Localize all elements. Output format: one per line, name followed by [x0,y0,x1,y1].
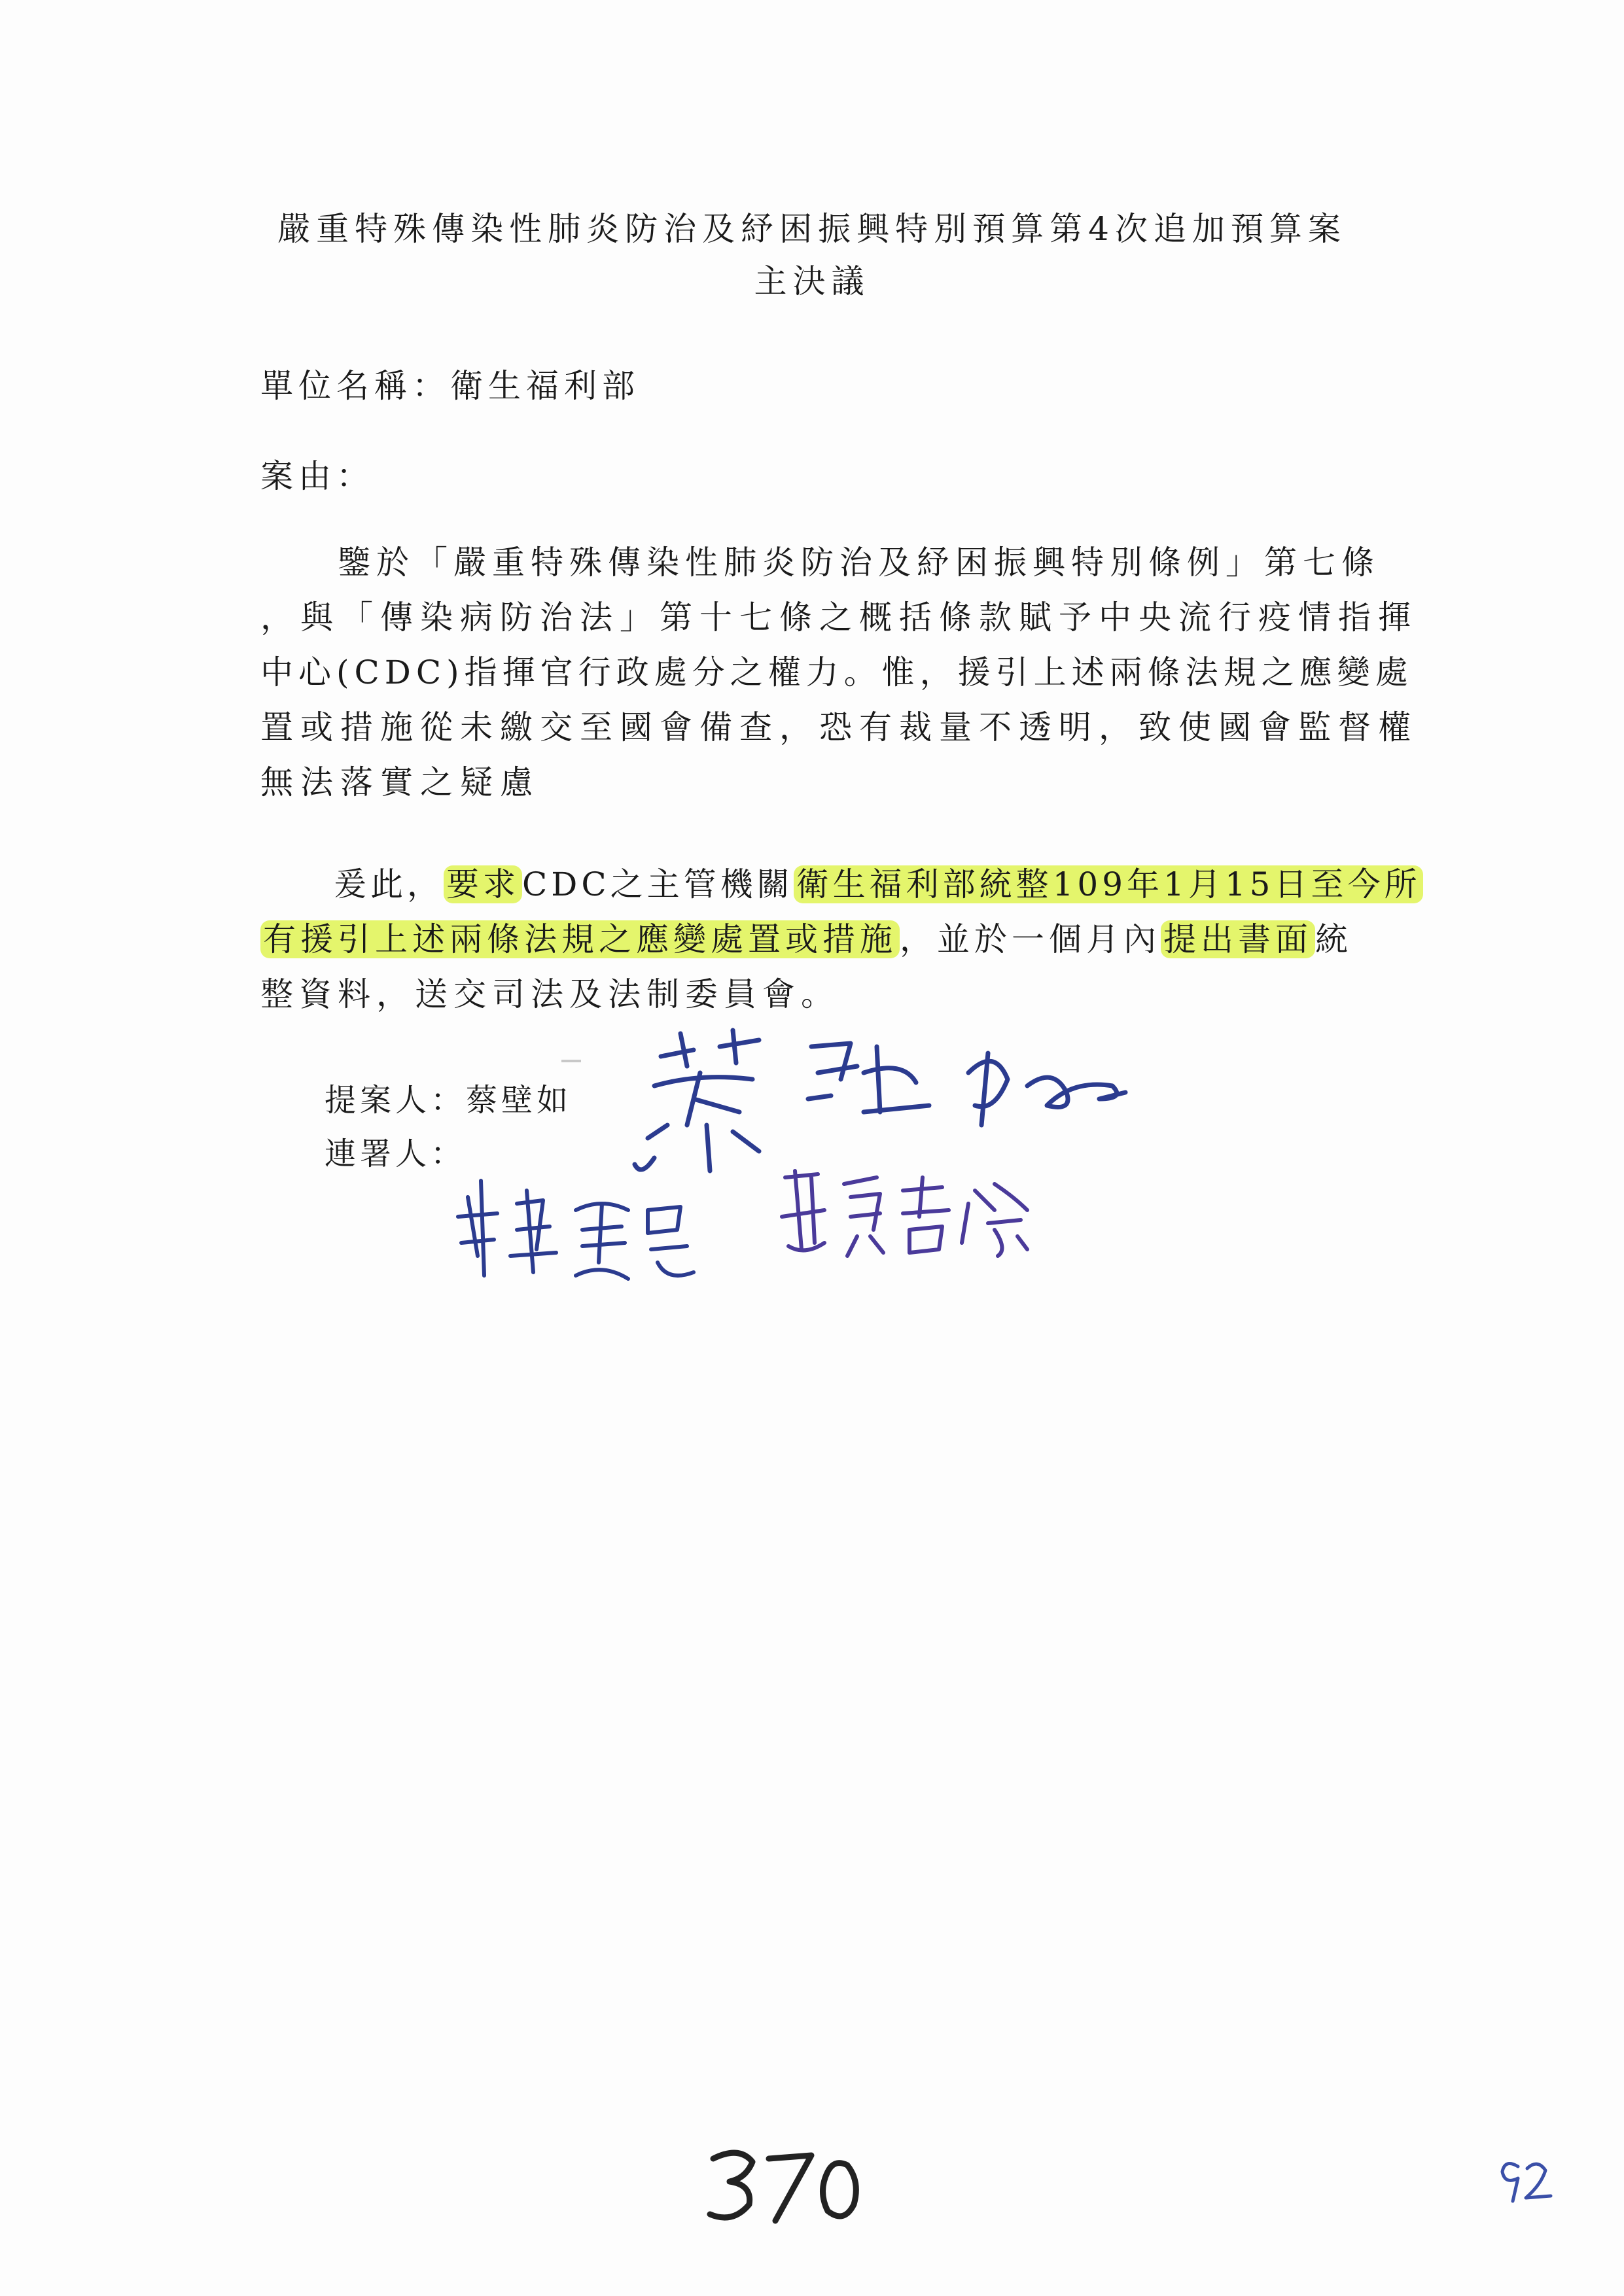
paragraph2-line2-d: 統 [1315,920,1352,958]
paragraph1-line4: 置或措施從未繳交至國會備查，恐有裁量不透明，致使國會監督權 [260,708,1418,746]
paragraph2-line2-b: ，並於一個月內 [900,920,1161,958]
highlighted-text: 有援引上述兩條法規之應變處置或措施 [260,920,900,958]
paragraph2-line2 [260,920,1352,959]
paragraph2-line1 [260,865,1423,904]
document-subtitle: 主決議 [754,262,870,300]
highlighted-text: 要求 [444,865,522,903]
highlighted-text: 衛生福利部統整109年1月15日至今所 [794,865,1424,903]
paragraph1-line5: 無法落實之疑慮 [260,763,540,801]
cosigner-label: 連署人： [325,1136,467,1172]
signature-proposer [635,1030,1125,1171]
paragraph1-line1: 鑒於「嚴重特殊傳染性肺炎防治及紓困振興特別條例」第七條 [260,544,1380,582]
paragraph1-line2: ，與「傳染病防治法」第十七條之概括條款賦予中央流行疫情指揮 [260,599,1418,636]
highlighted-text: 提出書面 [1161,920,1315,958]
unit-name-line: 單位名稱：衛生福利部 [260,367,640,405]
signature-cosigner-2 [782,1171,1027,1256]
page-number-mark [710,2153,856,2221]
paragraph2-line1-a: 爰此， [260,865,444,903]
reason-label: 案由： [260,457,374,495]
document-title: 嚴重特殊傳染性肺炎防治及紓困振興特別預算第4次追加預算案 [277,210,1347,248]
paragraph2-line1-c: CDC之主管機關 [522,865,794,903]
paragraph2-line3: 整資料，送交司法及法制委員會。 [260,975,839,1013]
scan-mark [561,1060,581,1062]
signature-cosigner-1 [458,1181,694,1279]
corner-number-mark [1502,2164,1551,2202]
paragraph1-line3: 中心(CDC)指揮官行政處分之權力。惟，援引上述兩條法規之應變處 [260,653,1413,691]
proposer-line: 提案人：蔡壁如 [325,1082,573,1119]
